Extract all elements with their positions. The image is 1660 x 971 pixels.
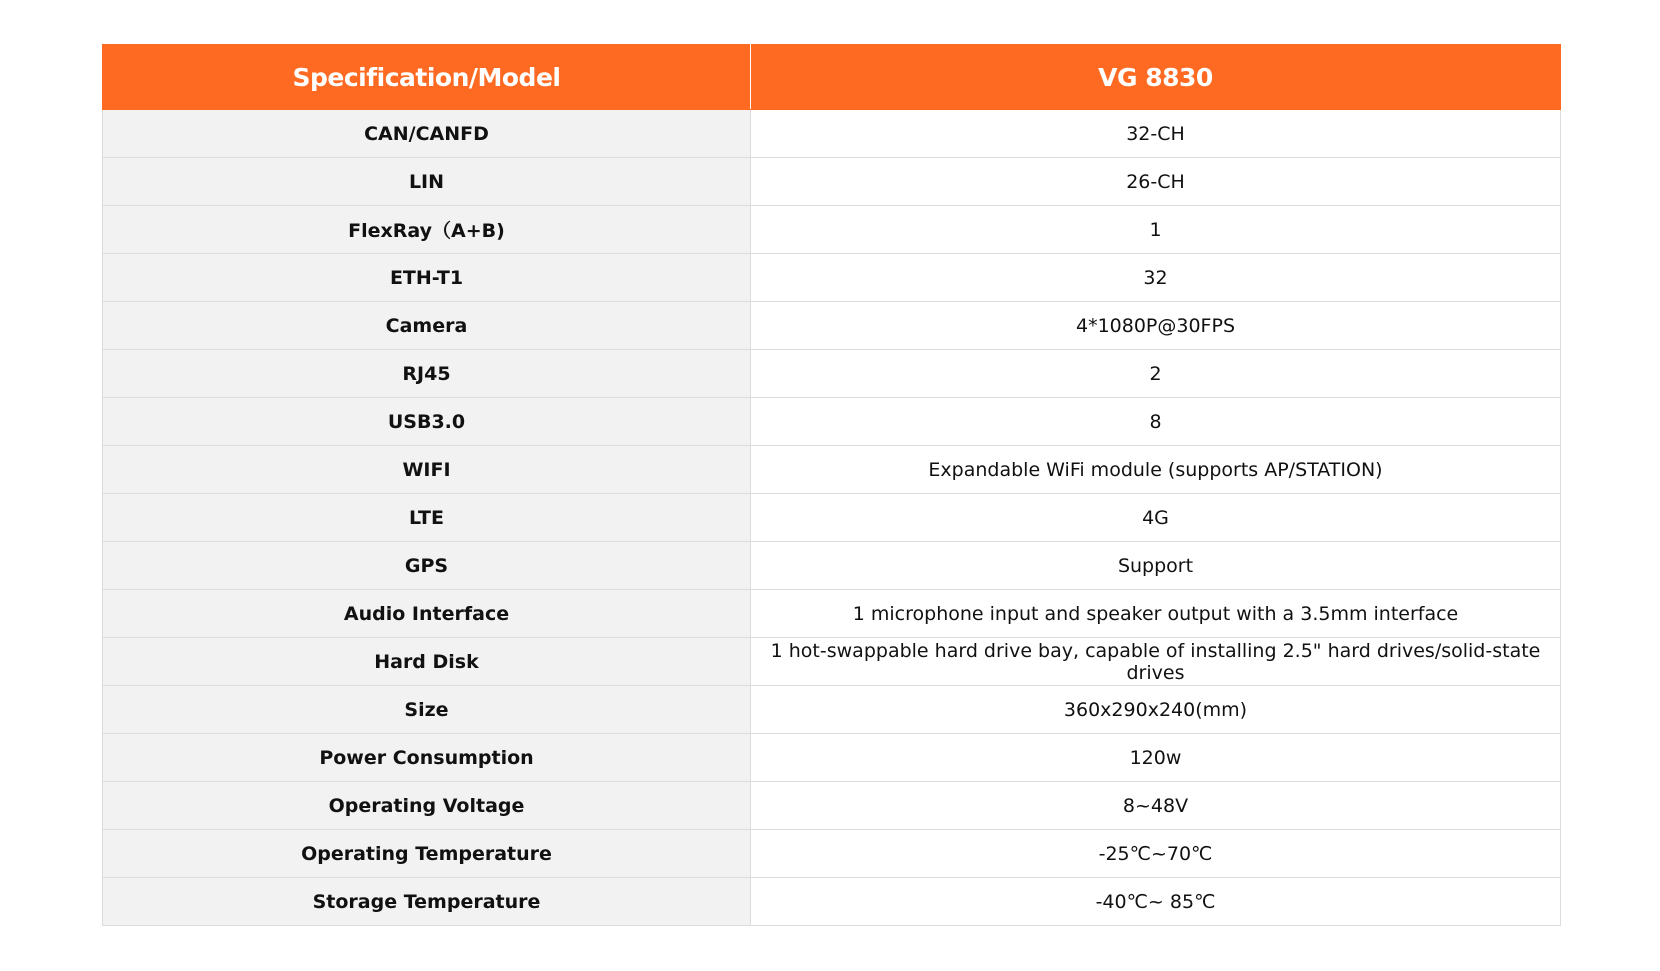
row-value: 1 [751,206,1561,254]
header-spec-model: Specification/Model [103,45,751,110]
table-row [103,830,1561,878]
table-header [103,45,1561,110]
row-value: 4*1080P@30FPS [751,302,1561,350]
spec-table [102,44,1561,926]
row-value: -25℃~70℃ [751,830,1561,878]
row-label: Operating Voltage [103,782,751,830]
row-label: LIN [103,158,751,206]
table-row [103,686,1561,734]
table-row [103,206,1561,254]
row-label: Size [103,686,751,734]
row-label: FlexRay（A+B) [103,206,751,254]
row-value: 8 [751,398,1561,446]
row-label: Camera [103,302,751,350]
row-label: Hard Disk [103,638,751,686]
row-label: LTE [103,494,751,542]
table-row [103,302,1561,350]
row-value: 1 hot-swappable hard drive bay, capable of installing 2.5" hard drives/solid-state drives [751,638,1561,686]
row-label: Operating Temperature [103,830,751,878]
row-value: 32-CH [751,110,1561,158]
table-row [103,494,1561,542]
header-model-name: VG 8830 [751,45,1561,110]
table-row [103,638,1561,686]
table-row [103,590,1561,638]
table-row [103,734,1561,782]
row-value: -40℃~ 85℃ [751,878,1561,926]
table-row [103,398,1561,446]
row-value: 8~48V [751,782,1561,830]
table-row [103,110,1561,158]
table-row [103,782,1561,830]
row-value: 4G [751,494,1561,542]
row-value: 32 [751,254,1561,302]
row-label: Power Consumption [103,734,751,782]
table-row [103,254,1561,302]
table-row [103,446,1561,494]
header-row [103,45,1561,110]
row-value: 1 microphone input and speaker output with a 3.5mm interface [751,590,1561,638]
table-row [103,350,1561,398]
row-label: GPS [103,542,751,590]
row-label: Storage Temperature [103,878,751,926]
row-label: USB3.0 [103,398,751,446]
row-label: ETH-T1 [103,254,751,302]
table-row [103,878,1561,926]
row-label: Audio Interface [103,590,751,638]
row-value: 360x290x240(mm) [751,686,1561,734]
row-value: 120w [751,734,1561,782]
row-label: CAN/CANFD [103,110,751,158]
table-row [103,542,1561,590]
row-label: RJ45 [103,350,751,398]
row-value: Support [751,542,1561,590]
row-value: 26-CH [751,158,1561,206]
row-label: WIFI [103,446,751,494]
table-body [103,110,1561,926]
table-row [103,158,1561,206]
row-value: Expandable WiFi module (supports AP/STATION) [751,446,1561,494]
row-value: 2 [751,350,1561,398]
